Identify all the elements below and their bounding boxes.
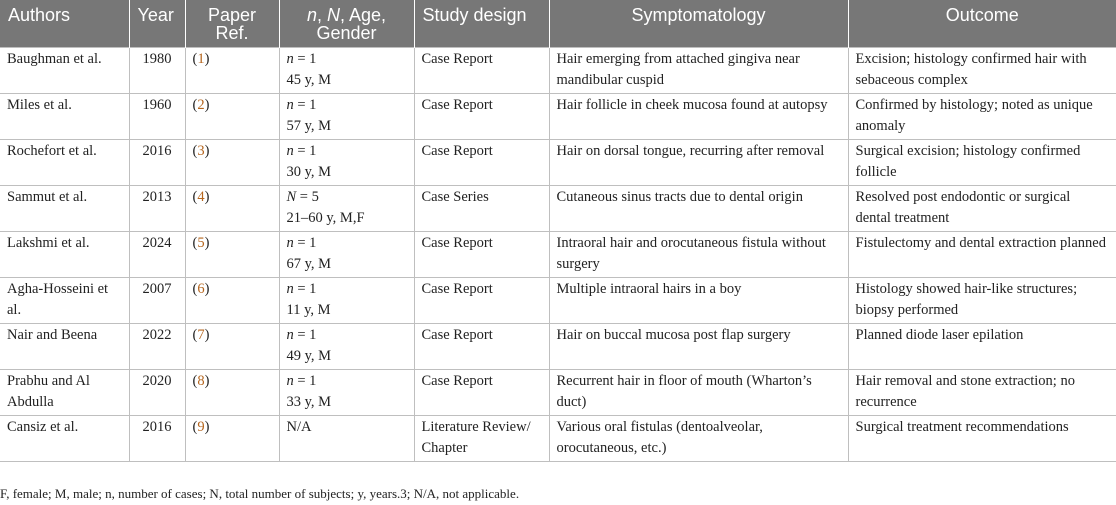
cell-study-design: Literature Review/ Chapter [414,415,549,461]
cell-authors: Nair and Beena [0,323,129,369]
cell-symptomatology: Intraoral hair and orocutaneous fistula without surgery [549,231,848,277]
sample-variable: n [286,96,294,113]
sample-count: = 1 [293,280,317,297]
cell-ref: (4) [185,185,279,231]
cell-study-design: Case Report [414,277,549,323]
cell-year: 2007 [129,277,185,323]
cell-sample [279,47,414,93]
cell-symptomatology: Hair on buccal mucosa post flap surgery [549,323,848,369]
header-paper-ref-line1: Paper [207,5,257,25]
header-sample-age: , Age, [339,5,387,25]
cell-ref: (3) [185,139,279,185]
cell-symptomatology: Multiple intraoral hairs in a boy [549,277,848,323]
header-sample: n, N, Age, Gender [279,0,414,47]
cell-outcome: Surgical treatment recommendations [848,415,1116,461]
cell-year: 2013 [129,185,185,231]
sample-count: = 1 [293,372,317,389]
cell-sample [279,277,414,323]
cell-authors: Miles et al. [0,93,129,139]
cell-year: 1980 [129,47,185,93]
sample-variable: N [286,188,297,205]
cell-outcome: Resolved post endodontic or surgical dental treatment [848,185,1116,231]
cell-outcome: Planned diode laser epilation [848,323,1116,369]
sample-count: = 5 [296,188,319,205]
table-footnote: F, female; M, male; n, number of cases; N, total number of subjects; y, years.3; N/A, not applicable. [0,486,520,501]
cell-ref: (2) [185,93,279,139]
sample-age-gender: 33 y, M [286,393,332,410]
sample-variable: n [286,234,294,251]
table-row [0,185,1116,231]
cell-study-design: Case Report [414,139,549,185]
table-row [0,369,1116,415]
cell-ref: (1) [185,47,279,93]
header-outcome: Outcome [848,0,1116,47]
sample-count: = 1 [293,50,317,67]
cell-study-design: Case Series [414,185,549,231]
table-row [0,277,1116,323]
cell-year: 1960 [129,93,185,139]
cell-ref: (9) [185,415,279,461]
sample-variable: n [286,326,294,343]
ref-link[interactable]: 7 [197,326,205,343]
cell-symptomatology: Hair follicle in cheek mucosa found at autopsy [549,93,848,139]
sample-age-gender: 21–60 y, M,F [286,209,365,226]
sample-variable: n [286,142,294,159]
table-row [0,47,1116,93]
cell-authors: Baughman et al. [0,47,129,93]
sample-variable: n [286,50,294,67]
cell-year: 2016 [129,415,185,461]
ref-link[interactable]: 8 [197,372,205,389]
cell-sample [279,231,414,277]
cell-outcome: Confirmed by histology; noted as unique anomaly [848,93,1116,139]
cell-study-design: Case Report [414,231,549,277]
cell-authors: Rochefort et al. [0,139,129,185]
sample-count: = 1 [293,96,317,113]
header-row [0,0,1116,47]
cell-ref: (6) [185,277,279,323]
header-year: Year [129,0,185,47]
ref-link[interactable]: 3 [197,142,205,159]
header-authors: Authors [0,0,129,47]
ref-link[interactable]: 1 [197,50,205,67]
sample-age-gender: 11 y, M [286,301,331,318]
cell-study-design: Case Report [414,323,549,369]
cell-ref: (8) [185,369,279,415]
cell-outcome: Excision; histology confirmed hair with sebaceous complex [848,47,1116,93]
cell-ref: (7) [185,323,279,369]
cell-year: 2020 [129,369,185,415]
sample-age-gender: 45 y, M [286,71,332,88]
cell-sample [279,415,414,461]
sample-age-gender: 30 y, M [286,163,332,180]
ref-link[interactable]: 2 [197,96,205,113]
sample-variable: n [286,372,294,389]
cell-year: 2022 [129,323,185,369]
ref-link[interactable]: 9 [197,418,205,435]
cell-symptomatology: Cutaneous sinus tracts due to dental origin [549,185,848,231]
cell-outcome: Surgical excision; histology confirmed follicle [848,139,1116,185]
cell-symptomatology: Hair emerging from attached gingiva near mandibular cuspid [549,47,848,93]
header-sample-n: n [306,5,317,25]
cell-sample [279,369,414,415]
sample-variable: n [286,280,294,297]
cell-study-design: Case Report [414,369,549,415]
sample-age-gender: 67 y, M [286,255,332,272]
table-row [0,93,1116,139]
cell-sample [279,185,414,231]
cell-sample [279,93,414,139]
sample-count: = 1 [293,142,317,159]
cell-authors: Agha-Hosseini et al. [0,277,129,323]
cell-symptomatology: Hair on dorsal tongue, recurring after removal [549,139,848,185]
header-paper-ref-line2: Ref. [215,23,249,43]
cell-study-design: Case Report [414,93,549,139]
cell-year: 2024 [129,231,185,277]
cell-authors: Lakshmi et al. [0,231,129,277]
ref-link[interactable]: 5 [197,234,205,251]
header-sample-N: N [326,5,340,25]
header-paper-ref [185,0,279,47]
table-row [0,139,1116,185]
cell-authors: Sammut et al. [0,185,129,231]
table-row [0,231,1116,277]
sample-count: N/A [286,418,312,435]
cell-sample [279,323,414,369]
cell-symptomatology: Various oral fistulas (dentoalveolar, orocutaneous, etc.) [549,415,848,461]
cell-ref: (5) [185,231,279,277]
sample-count: = 1 [293,326,317,343]
header-sample-gender: Gender [316,23,377,43]
cell-authors: Cansiz et al. [0,415,129,461]
sample-age-gender: 57 y, M [286,117,332,134]
header-symptomatology: Symptomatology [549,0,848,47]
cell-sample [279,139,414,185]
table-row [0,415,1116,461]
cell-outcome: Hair removal and stone extraction; no recurrence [848,369,1116,415]
cell-year: 2016 [129,139,185,185]
ref-link[interactable]: 4 [197,188,205,205]
cell-outcome: Fistulectomy and dental extraction planned [848,231,1116,277]
header-study-design: Study design [414,0,549,47]
cell-symptomatology: Recurrent hair in floor of mouth (Wharton’s duct) [549,369,848,415]
cell-study-design: Case Report [414,47,549,93]
cell-authors: Prabhu and Al Abdulla [0,369,129,415]
table-row [0,323,1116,369]
cell-outcome: Histology showed hair-like structures; biopsy performed [848,277,1116,323]
sample-count: = 1 [293,234,317,251]
sample-age-gender: 49 y, M [286,347,332,364]
ref-link[interactable]: 6 [197,280,205,297]
